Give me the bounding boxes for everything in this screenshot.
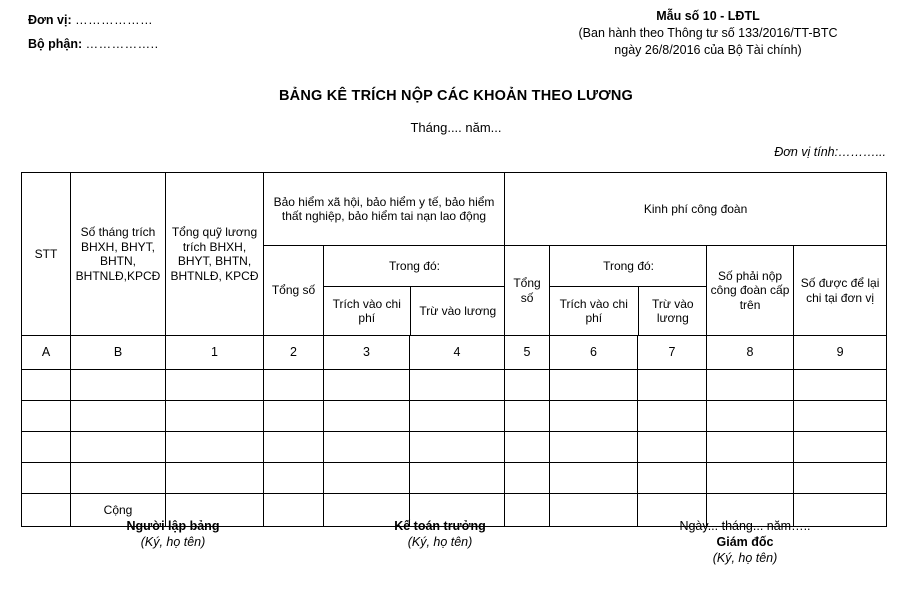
cell[interactable] [166, 401, 264, 432]
unit-dots: ……………… [75, 13, 154, 27]
unit-label: Đơn vị: [28, 13, 72, 27]
signature-area [0, 512, 912, 590]
cell[interactable] [324, 370, 410, 401]
table-row[interactable] [22, 432, 887, 463]
cell[interactable] [550, 463, 638, 494]
header-insurance-from-salary: Trừ vào lương [419, 303, 497, 318]
cell[interactable] [505, 463, 550, 494]
cell[interactable] [410, 401, 505, 432]
cell[interactable] [22, 370, 71, 401]
cell[interactable] [550, 401, 638, 432]
col-num-6: 6 [550, 336, 638, 370]
header-union-total: Tổng số [505, 246, 550, 336]
cell[interactable] [505, 370, 550, 401]
page-title: BẢNG KÊ TRÍCH NỘP CÁC KHOẢN THEO LƯƠNG [279, 88, 633, 104]
cell[interactable] [638, 463, 707, 494]
cell[interactable] [638, 432, 707, 463]
cell[interactable] [550, 432, 638, 463]
table-row[interactable] [22, 370, 887, 401]
col-num-3: 3 [324, 336, 410, 370]
header-retained-at-unit: Số được để lại chi tại đơn vị [794, 246, 887, 336]
preparer-sign-hint: (Ký, họ tên) [140, 535, 206, 549]
cell[interactable] [550, 370, 638, 401]
department-label: Bộ phận: [28, 37, 83, 51]
cell[interactable] [22, 463, 71, 494]
period-line: Tháng.... năm... [410, 120, 502, 135]
cell[interactable] [71, 401, 166, 432]
cell[interactable] [324, 432, 410, 463]
unit-info-block [28, 8, 159, 56]
header-months-deducted: Số tháng trích BHXH, BHYT, BHTN, BHTNLĐ,KPCĐ [71, 173, 166, 336]
cell[interactable] [71, 432, 166, 463]
cell[interactable] [794, 401, 887, 432]
cell[interactable] [638, 370, 707, 401]
cell[interactable] [71, 370, 166, 401]
table-header-group-row [22, 173, 887, 246]
cell[interactable] [22, 432, 71, 463]
form-code: Mẫu số 10 - LĐTL [656, 9, 760, 23]
cell[interactable] [324, 463, 410, 494]
cell[interactable] [166, 432, 264, 463]
cell[interactable] [707, 432, 794, 463]
cell[interactable] [505, 432, 550, 463]
header-union-subgroup [550, 246, 707, 336]
header-union-from-salary: Trừ vào lương [651, 296, 694, 325]
header-stt: STT [22, 173, 71, 336]
col-num-1: 1 [166, 336, 264, 370]
preparer-role: Người lập bảng [126, 519, 220, 533]
issuance-line-1: (Ban hành theo Thông tư số 133/2016/TT-BTC [578, 26, 838, 40]
header-insurance-to-cost: Trích vào chi phí [324, 287, 410, 336]
cell[interactable] [264, 463, 324, 494]
cell[interactable] [264, 370, 324, 401]
signature-block-preparer [58, 518, 288, 550]
deductions-table [21, 172, 887, 527]
cell[interactable] [410, 432, 505, 463]
signature-block-director [620, 518, 870, 566]
cell[interactable] [71, 463, 166, 494]
issuance-line-2: ngày 26/8/2016 của Bộ Tài chính) [614, 43, 802, 57]
cell[interactable] [264, 401, 324, 432]
cell[interactable] [638, 401, 707, 432]
col-num-7: 7 [638, 336, 707, 370]
header-insurance-subgroup [324, 246, 505, 336]
signature-block-accountant [320, 518, 560, 550]
col-num-8: 8 [707, 336, 794, 370]
accountant-role: Kế toán trưởng [394, 519, 486, 533]
total-row-label: Cộng [71, 494, 166, 527]
cell[interactable] [22, 401, 71, 432]
table-row[interactable] [22, 463, 887, 494]
unit-row [28, 8, 159, 32]
cell[interactable] [410, 370, 505, 401]
director-sign-hint: (Ký, họ tên) [712, 551, 778, 565]
cell[interactable] [505, 401, 550, 432]
header-insurance-of-which: Trong đó: [324, 246, 505, 287]
col-num-4: 4 [410, 336, 505, 370]
cell[interactable] [410, 463, 505, 494]
col-num-5: 5 [505, 336, 550, 370]
cell[interactable] [264, 432, 324, 463]
table-column-number-row [22, 336, 887, 370]
header-total-salary-fund: Tổng quỹ lương trích BHXH, BHYT, BHTN, BHTNLĐ, KPCĐ [166, 173, 264, 336]
col-num-b: B [71, 336, 166, 370]
header-union-of-which: Trong đó: [550, 246, 707, 287]
table-row[interactable] [22, 401, 887, 432]
cell[interactable] [707, 463, 794, 494]
col-num-2: 2 [264, 336, 324, 370]
cell[interactable] [794, 370, 887, 401]
unit-of-measure-line: Đơn vị tính:………... [774, 145, 886, 159]
cell[interactable] [166, 370, 264, 401]
accountant-sign-hint: (Ký, họ tên) [407, 535, 473, 549]
col-num-9: 9 [794, 336, 887, 370]
director-role: Giám đốc [716, 535, 774, 549]
director-date-line: Ngày... tháng... năm….. [679, 519, 811, 533]
header-insurance-group: Bảo hiểm xã hội, bảo hiểm y tế, bảo hiểm thất nghiệp, bảo hiểm tai nạn lao động [264, 173, 505, 246]
cell[interactable] [707, 401, 794, 432]
col-num-a: A [22, 336, 71, 370]
header-union-group: Kinh phí công đoàn [505, 173, 887, 246]
department-row [28, 32, 159, 56]
cell[interactable] [166, 463, 264, 494]
cell[interactable] [794, 432, 887, 463]
form-reference-block [518, 8, 898, 59]
department-dots: …………….. [85, 37, 159, 51]
cell[interactable] [707, 370, 794, 401]
header-payable-to-upper-union: Số phải nộp công đoàn cấp trên [707, 246, 794, 336]
header-insurance-total: Tổng số [264, 246, 324, 336]
cell[interactable] [324, 401, 410, 432]
header-union-to-cost: Trích vào chi phí [550, 287, 638, 336]
cell[interactable] [794, 463, 887, 494]
deductions-table-wrapper [21, 172, 886, 527]
